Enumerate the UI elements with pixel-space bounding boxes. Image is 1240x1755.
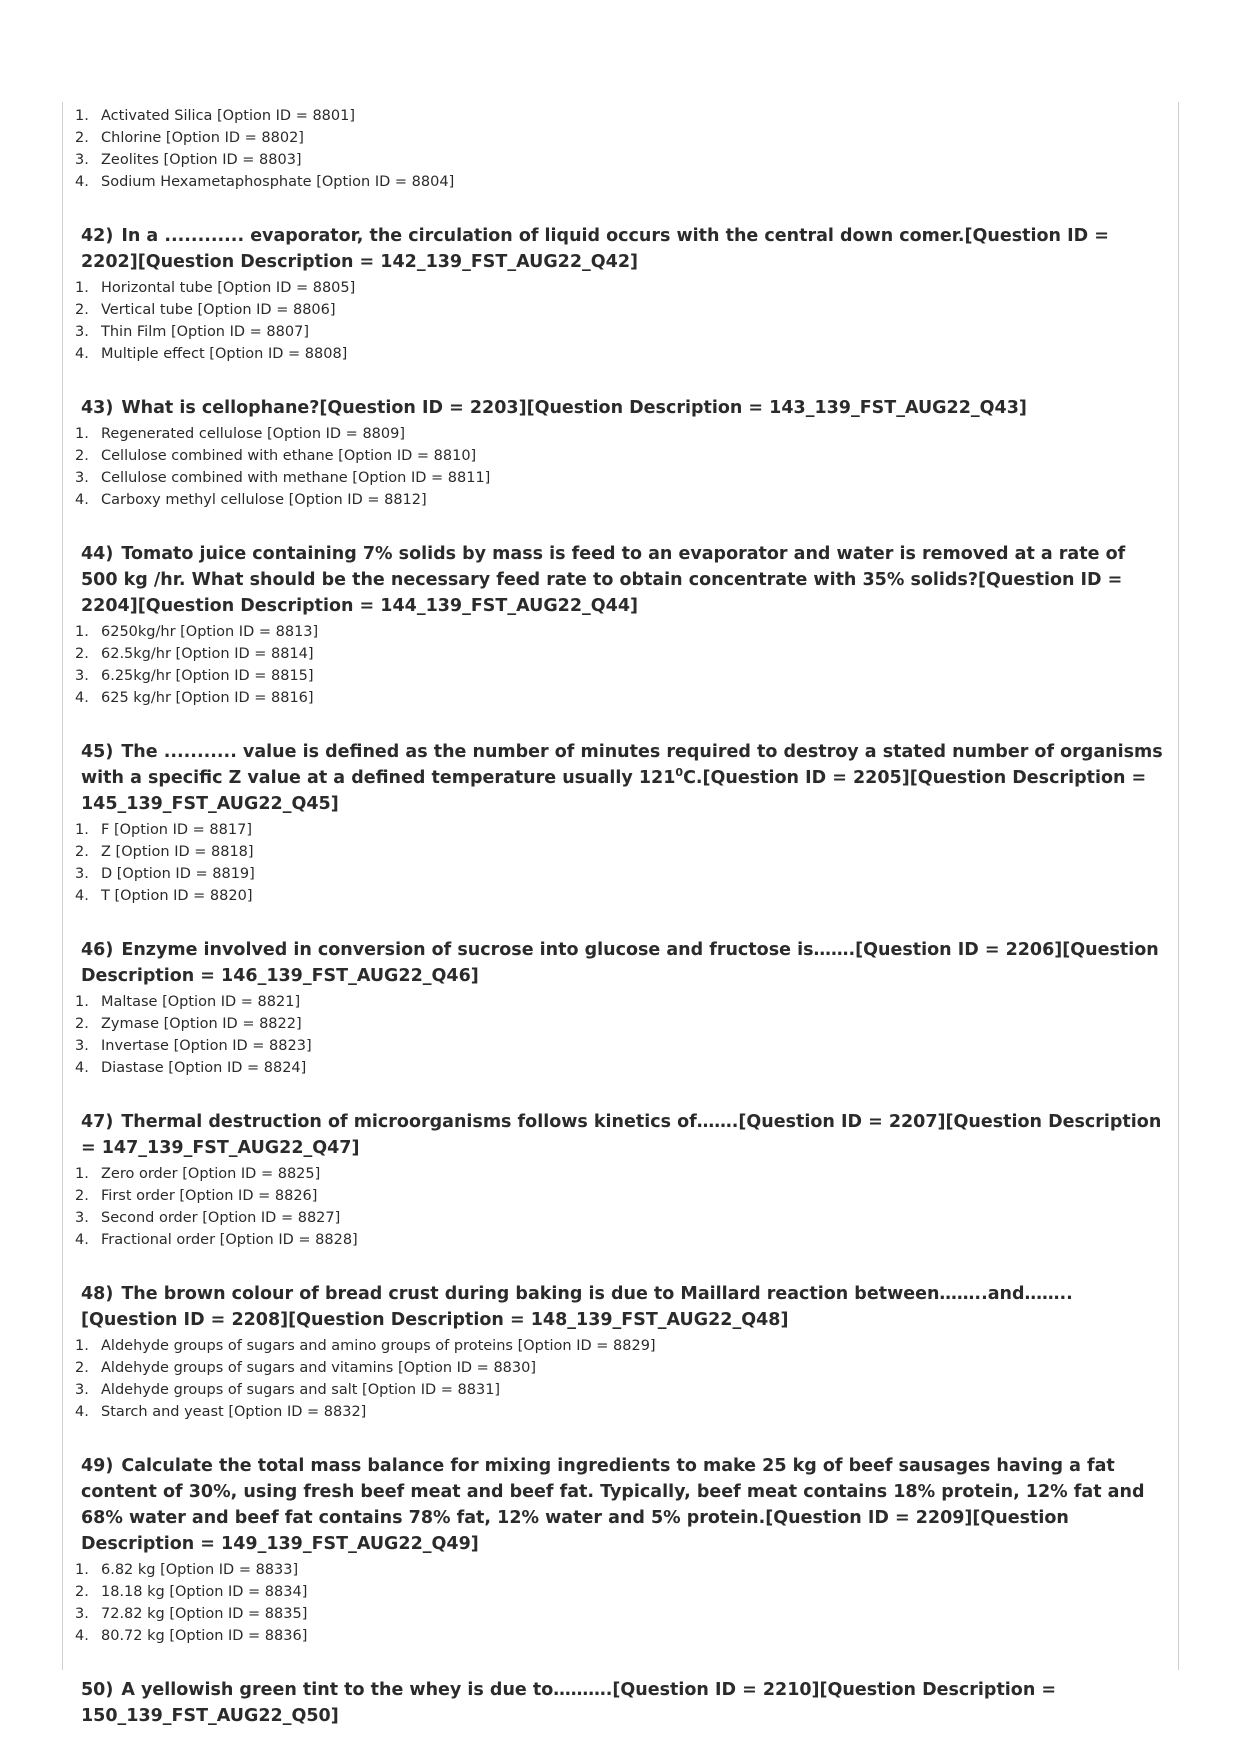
option-item: 1. F [Option ID = 8817]	[75, 822, 252, 838]
option-item: 4. 625 kg/hr [Option ID = 8816]	[75, 690, 314, 706]
question-48	[75, 1281, 1165, 1423]
option-item: 3. D [Option ID = 8819]	[75, 866, 255, 882]
option-item: 2. Aldehyde groups of sugars and vitamins [Option ID = 8830]	[75, 1360, 536, 1376]
option-item: 2. Z [Option ID = 8818]	[75, 844, 254, 860]
option-item: 3. 72.82 kg [Option ID = 8835]	[75, 1606, 308, 1622]
option-item: 2. Cellulose combined with ethane [Option ID = 8810]	[75, 448, 477, 464]
option-item: 1. Regenerated cellulose [Option ID = 8809]	[75, 426, 405, 442]
option-list	[75, 621, 1165, 709]
option-item: 4. Fractional order [Option ID = 8828]	[75, 1232, 358, 1248]
question-text: 42) In a ............ evaporator, the circulation of liquid occurs with the central down comer.[Question ID = 2202][Question Description = 142_139_FST_AUG22_Q42]	[81, 226, 1109, 272]
option-item: 4. Sodium Hexametaphosphate [Option ID = 8804]	[75, 174, 455, 190]
option-list	[75, 1559, 1165, 1647]
question-text: 48) The brown colour of bread crust during baking is due to Maillard reaction between……..and……..[Question ID = 2208][Question Description = 148_139_FST_AUG22_Q48]	[81, 1284, 1073, 1330]
option-list	[75, 277, 1165, 365]
option-list	[75, 819, 1165, 907]
option-list	[75, 423, 1165, 511]
option-item: 2. Chlorine [Option ID = 8802]	[75, 130, 304, 146]
option-item: 3. Second order [Option ID = 8827]	[75, 1210, 341, 1226]
option-item: 1. Aldehyde groups of sugars and amino groups of proteins [Option ID = 8829]	[75, 1338, 656, 1354]
question-45	[75, 739, 1165, 907]
option-item: 1. Zero order [Option ID = 8825]	[75, 1166, 321, 1182]
option-item: 3. Aldehyde groups of sugars and salt [Option ID = 8831]	[75, 1382, 501, 1398]
question-47	[75, 1109, 1165, 1251]
question-43	[75, 395, 1165, 511]
question-text: 47) Thermal destruction of microorganisms follows kinetics of…….[Question ID = 2207][Question Description = 147_139_FST_AUG22_Q47]	[81, 1112, 1162, 1158]
option-item: 4. Diastase [Option ID = 8824]	[75, 1060, 307, 1076]
option-item: 3. Cellulose combined with methane [Option ID = 8811]	[75, 470, 491, 486]
option-item: 4. T [Option ID = 8820]	[75, 888, 253, 904]
option-item: 2. 62.5kg/hr [Option ID = 8814]	[75, 646, 314, 662]
option-list	[75, 1163, 1165, 1251]
question-44	[75, 541, 1165, 709]
option-item: 4. Multiple effect [Option ID = 8808]	[75, 346, 348, 362]
question-text: 45) The ........... value is defined as the number of minutes required to destroy a stated number of organisms with a specific Z value at a defined temperature usually $121^0C.[Question$ ID = 2205][Question Description = 145_139_FST_AUG22_Q45]	[81, 742, 1163, 814]
option-item: 4. Carboxy methyl cellulose [Option ID = 8812]	[75, 492, 427, 508]
option-item: 3. Thin Film [Option ID = 8807]	[75, 324, 309, 340]
option-item: 1. Horizontal tube [Option ID = 8805]	[75, 280, 356, 296]
question-text: 49) Calculate the total mass balance for mixing ingredients to make 25 kg of beef sausages having a fat content of 30%, using fresh beef meat and beef fat. Typically, beef meat contains 18% protein, 12% fat and 68% water and beef fat contains 78% fat, 12% water and 5% protein.[Question ID = 2209][Question Description = 149_139_FST_AUG22_Q49]	[81, 1456, 1145, 1554]
question-text: 46) Enzyme involved in conversion of sucrose into glucose and fructose is…….[Question ID = 2206][Question Description = 146_139_FST_AUG22_Q46]	[81, 940, 1159, 986]
option-item: 1. Maltase [Option ID = 8821]	[75, 994, 301, 1010]
option-list	[75, 991, 1165, 1079]
question-42	[75, 223, 1165, 365]
option-item: 1. Activated Silica [Option ID = 8801]	[75, 108, 356, 124]
option-item: 3. Invertase [Option ID = 8823]	[75, 1038, 312, 1054]
option-item: 2. 18.18 kg [Option ID = 8834]	[75, 1584, 308, 1600]
option-list	[75, 105, 1165, 193]
option-list	[75, 1335, 1165, 1423]
question-text: 44) Tomato juice containing 7% solids by mass is feed to an evaporator and water is removed at a rate of 500 kg /hr. What should be the necessary feed rate to obtain concentrate with 35% solids?[Question ID = 2204][Question Description = 144_139_FST_AUG22_Q44]	[81, 544, 1126, 616]
option-item: 3. 6.25kg/hr [Option ID = 8815]	[75, 668, 314, 684]
option-item: 3. Zeolites [Option ID = 8803]	[75, 152, 302, 168]
question-list	[75, 105, 1165, 1731]
option-item: 4. 80.72 kg [Option ID = 8836]	[75, 1628, 308, 1644]
question-text: 43) What is cellophane?[Question ID = 2203][Question Description = 143_139_FST_AUG22_Q43]	[81, 398, 1027, 418]
option-item: 1. 6.82 kg [Option ID = 8833]	[75, 1562, 299, 1578]
option-item: 2. Zymase [Option ID = 8822]	[75, 1016, 302, 1032]
option-item: 4. Starch and yeast [Option ID = 8832]	[75, 1404, 367, 1420]
question-49	[75, 1453, 1165, 1647]
question-46	[75, 937, 1165, 1079]
question-50	[75, 1677, 1165, 1729]
option-item: 2. First order [Option ID = 8826]	[75, 1188, 318, 1204]
option-item: 2. Vertical tube [Option ID = 8806]	[75, 302, 336, 318]
superscript: 0	[675, 766, 684, 780]
question-text: 50) A yellowish green tint to the whey is due to……….[Question ID = 2210][Question Description = 150_139_FST_AUG22_Q50]	[81, 1680, 1057, 1726]
option-item: 1. 6250kg/hr [Option ID = 8813]	[75, 624, 319, 640]
